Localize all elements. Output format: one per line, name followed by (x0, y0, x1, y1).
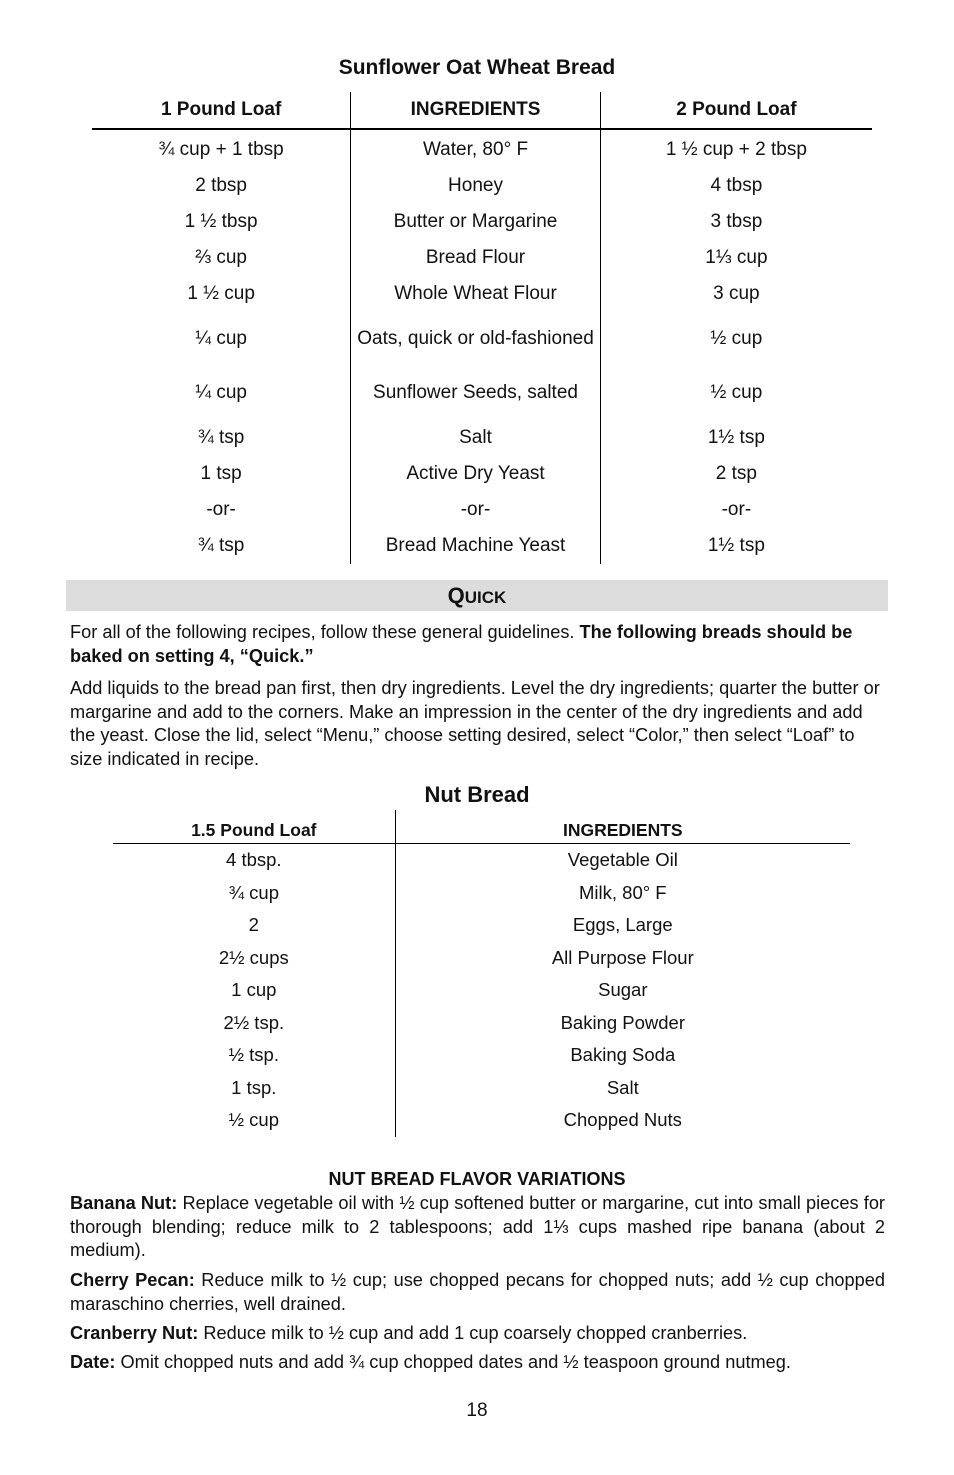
table-cell: 1⅓ cup (705, 247, 768, 268)
nut-bread-ingredients-table (113, 810, 850, 1137)
page-number: 18 (466, 1400, 488, 1421)
guidelines-text: For all of the following recipes, follow these general guidelines. (70, 622, 580, 642)
column-header: 2 Pound Loaf (600, 92, 872, 129)
section-heading-quick (66, 580, 888, 611)
table-cell: ½ cup (710, 382, 763, 403)
table-row (113, 844, 850, 877)
table-cell: ¾ tsp (92, 528, 351, 564)
section-heading-rest: UICK (464, 588, 507, 607)
section-heading-initial: Q (447, 583, 465, 608)
column-header: INGREDIENTS (395, 810, 850, 844)
table-row (92, 456, 872, 492)
table-cell: Active Dry Yeast (351, 456, 601, 492)
table-cell: Baking Soda (570, 1044, 676, 1066)
variation-cranberry-nut (70, 1322, 885, 1346)
table-cell: Bread Flour (351, 240, 601, 276)
table-row (92, 240, 872, 276)
table-cell: Sunflower Seeds, salted (351, 366, 601, 420)
table-row (92, 204, 872, 240)
table-row (113, 942, 850, 975)
table-cell: 2½ tsp. (113, 1007, 395, 1040)
variation-cherry-pecan (70, 1269, 885, 1316)
variation-text: Omit chopped nuts and add ¾ cup chopped dates and ½ teaspoon ground nutmeg. (115, 1352, 791, 1372)
table-cell: 1½ tsp (707, 427, 765, 448)
column-header: 1 Pound Loaf (92, 92, 351, 129)
table-cell: 2½ cups (113, 942, 395, 975)
variation-name: Cherry Pecan: (70, 1270, 195, 1290)
table-cell: 2 (113, 909, 395, 942)
variations-heading: NUT BREAD FLAVOR VARIATIONS (328, 1169, 626, 1189)
table-cell: Vegetable Oil (567, 849, 678, 871)
table-cell: 1 ½ cup + 2 tbsp (665, 139, 807, 160)
table-cell: ½ cup (710, 328, 763, 349)
table-cell: 2 tbsp (92, 168, 351, 204)
table-cell: Chopped Nuts (563, 1109, 682, 1131)
table-row (113, 909, 850, 942)
table-row (92, 366, 872, 420)
table-cell: ¾ tsp (92, 420, 351, 456)
variation-banana-nut (70, 1192, 885, 1263)
guidelines-paragraph (70, 621, 885, 668)
table-cell: Bread Machine Yeast (351, 528, 601, 564)
recipe-title-nut-bread: Nut Bread (424, 782, 530, 807)
table-row (92, 420, 872, 456)
table-row (92, 492, 872, 528)
variation-name: Cranberry Nut: (70, 1323, 199, 1343)
instructions-paragraph: Add liquids to the bread pan first, then dry ingredients. Level the dry ingredients; quarter the butter or margarine and add to the corners. Make an impression in the center of the dry ingredients and add the yeast. Close the lid, select “Menu,” choose setting desired, select “Color,” then select “Loaf” to size indicated in recipe. (70, 678, 880, 769)
table-cell: Baking Powder (560, 1011, 686, 1033)
table-cell: 4 tbsp. (113, 844, 395, 877)
table-cell: 3 tbsp (710, 211, 763, 232)
table-cell: 1 tsp. (113, 1072, 395, 1105)
table-cell: ¾ cup + 1 tbsp (92, 129, 351, 168)
table-cell: 1 cup (113, 974, 395, 1007)
table-row (113, 877, 850, 910)
variation-name: Banana Nut: (70, 1193, 178, 1213)
variation-text: Reduce milk to ½ cup and add 1 cup coarsely chopped cranberries. (198, 1323, 748, 1343)
table-row (92, 129, 872, 168)
table-cell: 4 tbsp (710, 175, 763, 196)
table-cell: Honey (351, 168, 601, 204)
table-header-row (92, 92, 872, 129)
table-cell: ¾ cup (113, 877, 395, 910)
guidelines-bold-text: The following breads should be baked on setting 4, “Quick.” (70, 622, 853, 666)
table-cell: Oats, quick or old-fashioned (351, 312, 601, 366)
table-cell: Salt (351, 420, 601, 456)
table-row (113, 1039, 850, 1072)
table-cell: -or- (721, 499, 752, 520)
table-row (113, 974, 850, 1007)
variation-date (70, 1351, 885, 1375)
table-cell: Sugar (598, 979, 648, 1001)
table-cell: 1½ tsp (707, 535, 765, 556)
table-header-row (113, 810, 850, 844)
table-cell: Milk, 80° F (579, 881, 667, 903)
variation-text: Replace vegetable oil with ½ cup softened butter or margarine, cut into small pieces for thorough blending; reduce milk to 2 tablespoons; add 1⅓ cups mashed ripe banana (about 2 medium). (70, 1193, 885, 1260)
table-cell: ½ cup (113, 1104, 395, 1137)
table-row (92, 168, 872, 204)
table-cell: 1 tsp (92, 456, 351, 492)
table-cell: -or- (351, 492, 601, 528)
recipe-title-sunflower: Sunflower Oat Wheat Bread (338, 56, 616, 79)
table-cell: ¼ cup (92, 312, 351, 366)
table-cell: Whole Wheat Flour (351, 276, 601, 312)
table-cell: -or- (92, 492, 351, 528)
table-cell: 3 cup (713, 283, 760, 304)
table-cell: Butter or Margarine (351, 204, 601, 240)
table-row (92, 312, 872, 366)
table-row (113, 1072, 850, 1105)
variation-text: Reduce milk to ½ cup; use chopped pecans for chopped nuts; add ½ cup chopped maraschino cherries, well drained. (70, 1270, 886, 1314)
column-header: INGREDIENTS (351, 92, 601, 129)
variation-name: Date: (70, 1352, 116, 1372)
table-cell: ⅔ cup (92, 240, 351, 276)
table-row (113, 1007, 850, 1040)
column-header: 1.5 Pound Loaf (113, 810, 395, 844)
table-row (113, 1104, 850, 1137)
table-cell: ¼ cup (92, 366, 351, 420)
table-cell: 2 tsp (715, 463, 757, 484)
table-cell: ½ tsp. (113, 1039, 395, 1072)
table-cell: 1 ½ cup (92, 276, 351, 312)
table-cell: Water, 80° F (351, 129, 601, 168)
table-row (92, 528, 872, 564)
table-cell: 1 ½ tbsp (92, 204, 351, 240)
table-cell: All Purpose Flour (551, 946, 694, 968)
table-cell: Eggs, Large (572, 914, 673, 936)
table-row (92, 276, 872, 312)
sunflower-ingredients-table (92, 92, 872, 564)
table-cell: Salt (606, 1076, 639, 1098)
